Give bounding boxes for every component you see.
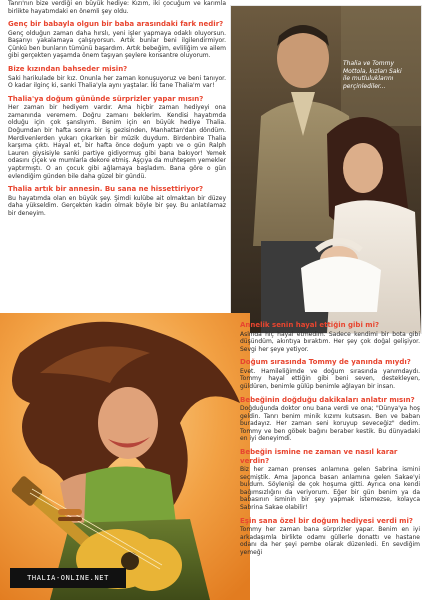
answer-8: Biz her zaman prenses anlamına gelen Sabrina ismini seçmiştik. Ama Japonca basan anlamına gelen Sakae'yi buldum. Söylenişi de çok hoşuma gitti. Ayrıca ona kendi bağımsızlığını da veriyorum. Eğer bir gün benim ya da babasının isminin bir şey yapmak istemezse, kolayca Sabrina Sakae olabilir!: [240, 466, 420, 511]
photo-caption: Thalia ve Tommy Mottola, kızları Saki ile mutluluklarını perçinlediler...: [343, 60, 402, 90]
question-6: Doğum sırasında Tommy de yanında mıydı?: [240, 358, 411, 367]
family-photo: [230, 5, 422, 334]
question-8: Bebeğin ismine ne zaman ve nasıl karar verdin?: [240, 448, 398, 465]
answer-3: Her zaman bir hediyem vardır. Ama hiçbir zaman hediyeyi ona zamanında veremem. Doğru zamanı beklerim. Kendisi hayatımda olduğu için çok şanslıyım. Benim için en büyük hediye Thalia. Doğumdan bir hafta sonra bir iş gezisinden, Manhattan'dan döndüm. Merdivenlerden yukarı çıkarken bir müzik duydum. Birdenbire Thalia karşıma çıktı. Hayal et, bir hafta önce doğum yaptı ve o gün Ralph Lauren giysisiyle sanki partiye gidiyormuş gibi bana bakıyor! Yemek odasını çiçek ve mumlarla dekore etmiş. Aşçıya da muhteşem yemekler yaptırmıştı. O an çocuk gibi ağlamaya başladım. Bana göre o gün evlendiğim günden bile daha güzel bir gündü.: [8, 104, 226, 180]
answer-4: Bu hayatımda olan en büyük şey. Şimdi kulübe ait olmaktan bir düzey daha yükseldim. Gerçekten kadın olmak böyle bir şey. Bu anlatılamaz bir deneyim.: [8, 194, 226, 217]
question-7: Bebeğinin doğduğu dakikaları anlatır mısın?: [240, 395, 415, 404]
thalia-photo: [0, 313, 250, 600]
question-3: Thalia'ya doğum gününde sürprizler yapar mısın?: [8, 94, 204, 103]
question-4: Thalia artık bir annesin. Bu sana ne hissettiriyor?: [8, 185, 204, 194]
question-9: Eşin sana özel bir doğum hediyesi verdi mi?: [240, 516, 413, 525]
intro-paragraph: Tanrı'nın bize verdiği en büyük hediye: Kızım, iki çocuğum ve karımla birlikte hayatımdaki en önemli şey oldu.: [8, 0, 226, 15]
answer-7: Doğduğunda doktor onu bana verdi ve ona; "Dünya'ya hoş geldin. Tanrı benim minik kızımı kutsasın. Ben ve baban buradayız. Her zaman seni koruyup seveceğiz" dedim. Tommy ve ben göbek bağını beraber kestik. Bu dünyadaki en iyi deneyimdi.: [240, 405, 420, 443]
question-2: Bize kızından bahseder misin?: [8, 65, 128, 74]
left-text-column: [8, 0, 226, 345]
question-5: Annelik senin hayal ettiğin gibi mi?: [240, 321, 380, 329]
right-text-column: [240, 316, 420, 598]
family-photo-illustration: [231, 6, 421, 333]
answer-6: Evet. Hamileliğimde ve doğum sırasında yanımdaydı. Tommy hayal ettiğin gibi beni seven, destekleyen, güldüren, benimle gülüp benimle ağlayan bir insan.: [240, 367, 420, 390]
site-watermark: [10, 568, 126, 588]
thalia-photo-illustration: [0, 313, 250, 600]
answer-9: Tommy her zaman bana sürprizler yapar. Benim en iyi arkadaşımla birlikte odamı güllerle donattı ve hastane odanı da her şeyi pembe olarak düzenledi. En sevdiğim yemeği: [240, 526, 420, 556]
answer-2: Saki harikulade bir kız. Onunla her zaman konuşuyoruz ve beni tanıyor. O kadar ilginç ki, sanki Thalia'yla aynı yaştalar. İki tane Thalia'm var!: [8, 74, 226, 90]
answer-1: Genç olduğun zaman daha hırslı, yeni işler yapmaya odaklı oluyorsun. Başarıyı yakalamaya çalışıyorsun. Artık bunlar beni ilgilendirmiyor. Çünkü ben bunların tümünü başardım. Artık bebeğim, evliliğim ve ailem gibi gerçekten yaşamda önem taşıyan şeylere konsantre oluyorum.: [8, 29, 226, 60]
question-1: Genç bir babayla olgun bir baba arasındaki fark nedir?: [8, 20, 224, 29]
answer-5: Aslında hiç hayal etmedim. Sadece kendimi bir bota gibi düşündüm, akıntıya bıraktım. Her şey çok doğal gelişiyor. Sevgi her şeye yetiyor.: [240, 330, 420, 353]
watermark-text: THALIA-ONLINE.NET: [27, 574, 109, 582]
